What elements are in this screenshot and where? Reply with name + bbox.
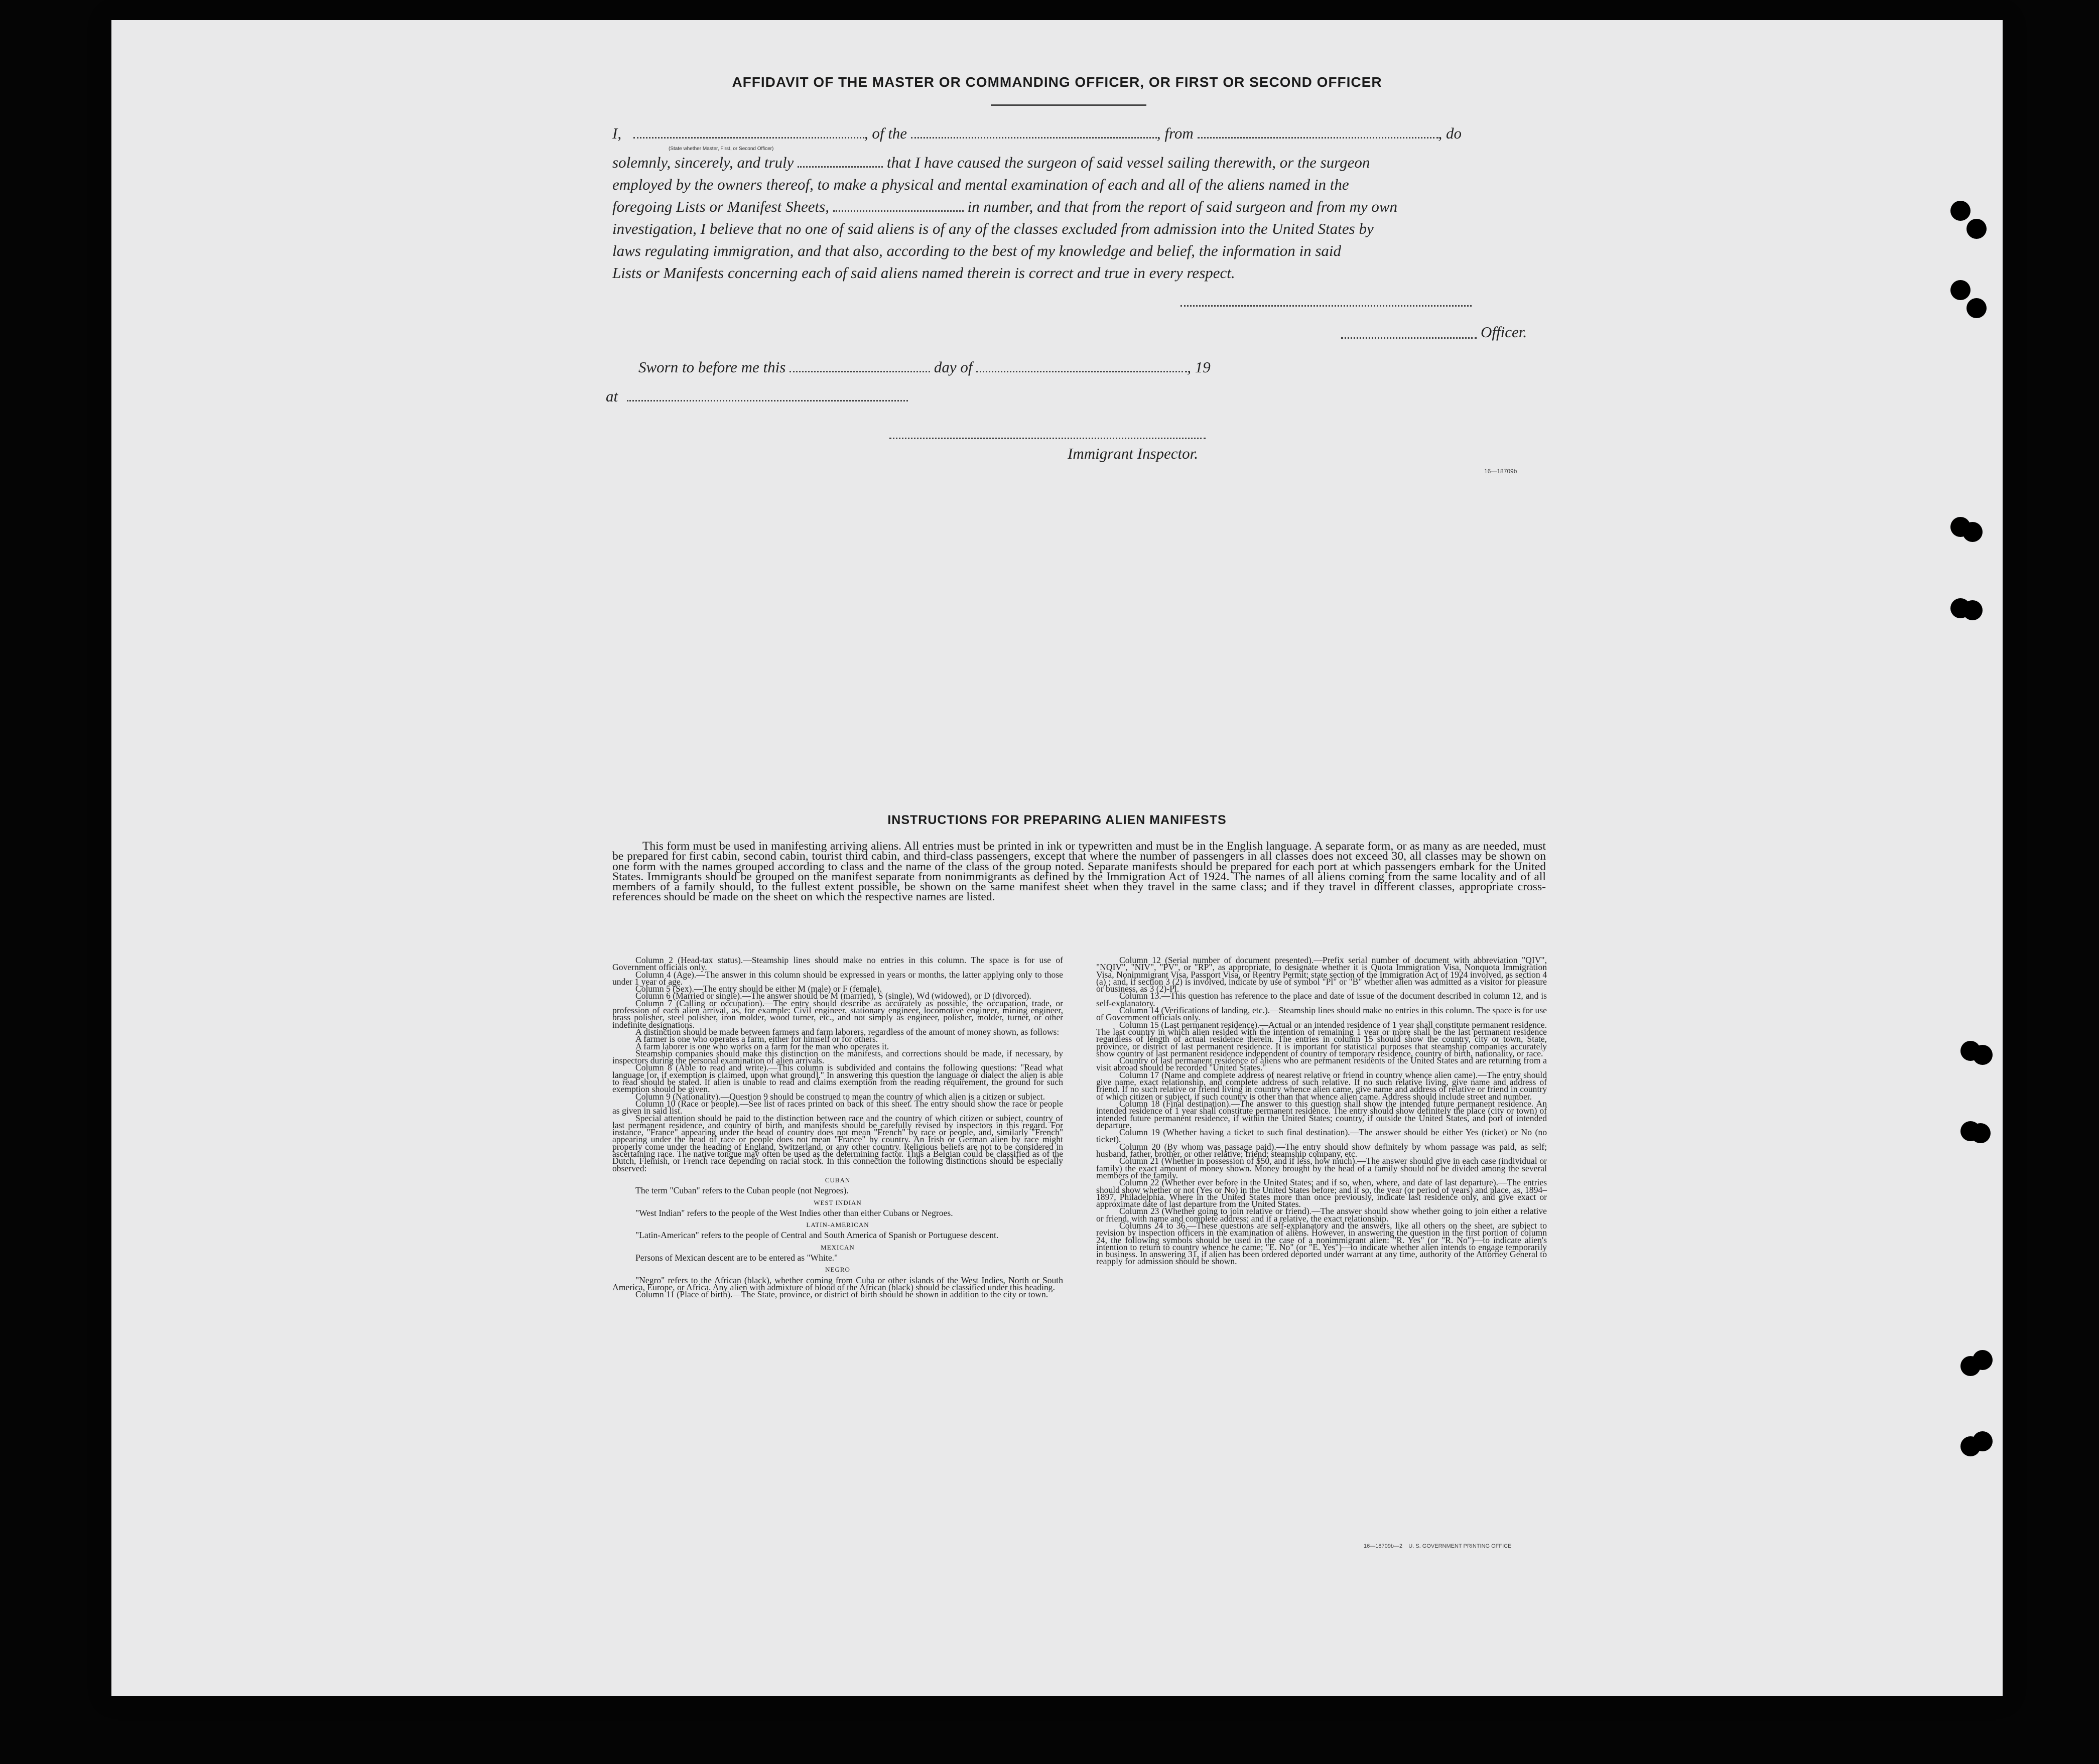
affidavit-line-2 — [612, 152, 1370, 173]
in-number-text: in number, and that from the report of said surgeon and from my own — [967, 198, 1398, 215]
inspector-label: Immigrant Inspector. — [1068, 445, 1199, 462]
definition-text: Persons of Mexican descent are to be entered as "White." — [635, 1252, 838, 1263]
at-line — [606, 385, 908, 407]
instructions-intro — [612, 841, 1546, 902]
sworn-month-field[interactable] — [976, 371, 1187, 372]
left-paragraph: Steamship companies should make this distinction on the manifests, and corrections should be made, if necessary, by inspectors during the personal examination of alien arrivals. — [612, 1048, 1063, 1066]
of-the-text: , of the — [864, 124, 907, 142]
right-paragraph: Country of last permanent residence of aliens who are permanent residents of the United States and are returning from a visit abroad should be recorded "United States." — [1096, 1055, 1547, 1073]
surgeon-text: that I have caused the surgeon of said vessel sailing therewith, or the surgeon — [886, 154, 1370, 171]
do-text: , do — [1438, 124, 1462, 142]
signature-field[interactable] — [1180, 305, 1472, 307]
definition-heading: CUBAN — [825, 1176, 851, 1184]
document-page — [111, 20, 2003, 1696]
binding-hole — [1950, 280, 1971, 300]
sworn-day-field[interactable] — [790, 371, 930, 372]
day-of-text: day of — [934, 358, 973, 376]
right-paragraph: Column 23 (Whether going to join relative or friend).—The answer should show whether going to join either a relative or friend, with name and complete address; and if a relative, the exact relationship. — [1096, 1206, 1547, 1224]
binding-hole — [1971, 1123, 1991, 1143]
left-paragraph: A farmer is one who operates a farm, either for himself or for others. — [635, 1034, 878, 1044]
right-paragraph: Column 15 (Last permanent residence).—Actual or an intended residence of 1 year shall constitute permanent residence. The last country in which alien resided with the intention of remaining 1 year or more shall be the last permanent residence regardless of length of actual residence therein. The entries in column 15 should show the country, city or town, State, province, or district of last permanent residence. It is important for statistical purposes that steamship companies accurately show country of last permanent residence independent of country of temporary residence, country of birth, nationality, or race. — [1096, 1019, 1547, 1058]
binding-hole — [1966, 219, 1987, 239]
definition-text: "Negro" refers to the African (black), whether coming from Cuba or other islands of the West Indies, North or South America, Europe, or Africa. Any alien with admixture of blood of the African (black) should be classified under this heading. — [612, 1275, 1063, 1292]
lists-text: foregoing Lists or Manifest Sheets, — [612, 198, 829, 215]
binding-hole — [1973, 1350, 1993, 1370]
from-text: , from — [1156, 124, 1194, 142]
left-paragraph: Column 10 (Race or people).—See list of races printed on back of this sheet. The entry should show the race or people as given in said list. — [612, 1098, 1063, 1116]
officer-signature-field[interactable] — [1341, 337, 1477, 339]
right-paragraph: Column 13.—This question has reference to the place and date of issue of the document described in column 12, and is self-explanatory. — [1096, 991, 1547, 1008]
right-paragraph: Column 21 (Whether in possession of $50, and if less, how much).—The answer should give in each case (individual or family) the exact amount of money shown. Money brought by the head of a family should not be divided among the several members of the family. — [1096, 1156, 1547, 1180]
left-paragraph: Column 9 (Nationality).—Question 9 should be construed to mean the country of which alien is a citizen or subject. — [635, 1091, 1045, 1102]
instructions-right-column — [1096, 957, 1547, 1265]
affidavit-line-1 — [612, 122, 1656, 145]
definition-heading: MEXICAN — [821, 1243, 855, 1251]
right-paragraph: Column 14 (Verifications of landing, etc.).—Steamship lines should make no entries in this column. The space is for use of Government officials only. — [1096, 1005, 1547, 1023]
sworn-text: Sworn to before me this — [638, 358, 786, 376]
binding-hole — [1973, 1431, 1993, 1451]
definition-text: "West Indian" refers to the people of the West Indies other than either Cubans or Negroes. — [635, 1207, 953, 1218]
year-text: , 19 — [1187, 358, 1211, 376]
left-paragraph: Column 5 (Sex).—The entry should be either M (male) or F (female). — [635, 984, 882, 994]
definition-heading: WEST INDIAN — [814, 1198, 862, 1206]
inspector-signature-field[interactable] — [889, 438, 1206, 439]
right-paragraph: Columns 24 to 36.—These questions are self-explanatory and the answers, like all others on the sheet, are subject to revision by inspection officers in the examination of aliens. However, in answering the question in the first portion of column 24, the following symbols should be used in the case of a nonimmigrant alien: "R. Yes" (or "R. No")—to indicate alien's intention to return to country whence he came; "E. No" (or "E. Yes")—to indicate whether alien intends to engage temporarily in business. In answering 31, if alien has been ordered deported under warrant at any time, authority of the Attorney General to reapply for admission should be shown. — [1096, 1220, 1547, 1267]
location-field[interactable] — [627, 400, 908, 401]
left-paragraph: Column 2 (Head-tax status).—Steamship lines should make no entries in this column. The space is for use of Government officials only. — [612, 955, 1063, 973]
right-paragraph: Column 18 (Final destination).—The answer to this question shall show the intended future permanent residence. An intended residence of 1 year shall constitute permanent residence. The entry should show definitely the place (city or town) of intended future permanent residence, if within the United States; country, if outside the United States, and port of intended departure. — [1096, 1098, 1547, 1130]
right-paragraph: Column 22 (Whether ever before in the United States; and if so, when, where, and date of last departure).—The entries should show whether or not (Yes or No) in the United States before; and if so, the year (or period of years) and place, as, 1894–1897, Philadelphia. Where in the United States more than once previously, indicate last residence only, and give exact or approximate date of last departure from the United States. — [1096, 1177, 1547, 1209]
left-paragraph: Special attention should be paid to the distinction between race and the country of which citizen or subject, country of last permanent residence, and country of birth, and manifests should be carefully revised by inspectors in this regard. For instance, "France" appearing under the head of country does not mean "French" by race or people, and, similarly "French" appearing under the head of race or people does not mean "France" by country. An Irish or German alien by race might properly come under the heading of England, Switzerland, or any other country. Religious beliefs are not to be considered in ascertaining race. The native tongue may often be used as the determining factor. Thus a Belgian could be classified as of the Dutch, Flemish, or French race depending on racial stock. In this connection the following distinctions should be especially observed: — [612, 1113, 1063, 1173]
affidavit-line-7: Lists or Manifests concerning each of said aliens named therein is correct and true in every respect. — [612, 264, 1235, 282]
printing-office-footer: 16—18709b—2 U. S. GOVERNMENT PRINTING OFFICE — [1364, 1543, 1512, 1549]
sworn-line — [638, 356, 1211, 378]
right-paragraph: Column 19 (Whether having a ticket to such final destination).—The answer should be either Yes (ticket) or No (no ticket). — [1096, 1127, 1547, 1145]
title-underline — [991, 104, 1146, 106]
affidavit-title: AFFIDAVIT OF THE MASTER OR COMMANDING OFFICER, OR FIRST OR SECOND OFFICER — [732, 74, 1382, 90]
definition-heading: LATIN-AMERICAN — [806, 1221, 869, 1229]
left-paragraph: Column 4 (Age).—The answer in this column should be expressed in years or months, the latter applying only to those under 1 year of age. — [612, 969, 1063, 987]
instructions-left-column — [612, 957, 1063, 1298]
affidavit-line-4 — [612, 196, 1397, 217]
solemnly-text: solemnly, sincerely, and truly — [612, 154, 794, 171]
affidavit-line-3: employed by the owners thereof, to make a physical and mental examination of each and all of the aliens named in the — [612, 176, 1349, 193]
definition-text: The term "Cuban" refers to the Cuban people (not Negroes). — [635, 1185, 849, 1196]
at-text: at — [606, 387, 618, 405]
definition-heading: NEGRO — [825, 1266, 850, 1274]
affidavit-line-6: laws regulating immigration, and that also, according to the best of my knowledge and belief, the information in said — [612, 242, 1342, 259]
officer-label: Officer. — [1481, 323, 1527, 341]
oath-manner-field[interactable] — [798, 166, 883, 168]
instructions-title: INSTRUCTIONS FOR PREPARING ALIEN MANIFESTS — [887, 813, 1227, 827]
binding-hole — [1962, 522, 1983, 542]
number-field[interactable] — [833, 210, 964, 212]
binding-hole — [1962, 600, 1983, 620]
affidavit-line-5: investigation, I believe that no one of said aliens is of any of the classes excluded from admission into the United States by — [612, 220, 1374, 237]
left-paragraph: Column 8 (Able to read and write).—This column is subdivided and contains the following questions: "Read what language [or, if exemption is claimed, upon what ground]." In answering this question the language or dialect the alien is able to read should be stated. If alien is unable to read and claims exemption from the reading requirement, the ground for such exemption should be given. — [612, 1062, 1063, 1095]
left-paragraph: A distinction should be made between farmers and farm laborers, regardless of the amount of money shown, as follows: — [635, 1026, 1060, 1037]
intro-paragraph: This form must be used in manifesting arriving aliens. All entries must be printed in ink or typewritten and must be in the English language. A separate form, or as many as are needed, must be prepared for first cabin, second cabin, tourist third cabin, and third-class passengers, except that where the number of passengers in all classes does not exceed 30, all classes may be shown on one form with the names grouped according to class and the name of the class of the group noted. Separate manifests should be prepared for each port at which passengers embark for the United States. Immigrants should be grouped on the manifest separate from nonimmigrants as defined by the Immigration Act of 1924. The names of all aliens coming from the same locality and of all members of a family should, to the fullest extent possible, be shown on the same manifest sheet when they travel in the same class; and if they travel in different classes, appropriate cross-references should be made on the sheet on which the respective names are listed. — [612, 840, 1546, 904]
right-paragraph: Column 17 (Name and complete address of nearest relative or friend in country whence alien came).—The entry should give name, exact relationship, and complete address of such relative. If no such relative living, give name and address of friend. If no such relative or friend living in country whence alien came, give name and address of relative or friend in country of which citizen or subject, if such country is other than that whence alien came. Address should include street and number. — [1096, 1069, 1547, 1102]
officer-rank-field[interactable] — [633, 137, 864, 139]
binding-hole — [1973, 1045, 1993, 1065]
left-paragraph: Column 6 (Married or single).—The answer should be M (married), S (single), Wd (widowed), or D (divorced). — [635, 991, 1031, 1001]
definition-text: "Latin-American" refers to the people of Central and South America of Spanish or Portuguese descent. — [635, 1230, 999, 1241]
port-field[interactable] — [1198, 137, 1438, 139]
form-number: 16—18709b — [1484, 468, 1517, 475]
right-paragraph: Column 20 (By whom was passage paid).—The entry should show definitely by whom passage was paid, as self; husband, father, brother, or other relative; friend; steamship company, etc. — [1096, 1141, 1547, 1159]
word-i: I, — [612, 124, 622, 142]
left-paragraph: Column 11 (Place of birth).—The State, province, or district of birth should be shown in addition to the city or town. — [635, 1289, 1048, 1300]
binding-hole — [1950, 201, 1971, 221]
state-note: (State whether Master, First, or Second Officer) — [669, 146, 774, 152]
binding-hole — [1966, 298, 1987, 318]
vessel-name-field[interactable] — [911, 137, 1157, 139]
right-paragraph: Column 12 (Serial number of document presented).—Prefix serial number of document with abbreviation "QIV", "NQIV", "NIV", "PV", or "RP", as appropriate, to designate whether it is Quota Immigration Visa, Nonquota Immigration Visa, Nonimmigrant Visa, Passport Visa, or Reentry Permit; state section of the Immigration Act of 1924 involved, as section 4 (a) ; and, if section 3 (2) is involved, indicate by use of symbol "Pl" or "B" whether alien was admitted as a visitor for pleasure or business, as 3 (2)-Pl. — [1096, 955, 1547, 994]
left-paragraph: A farm laborer is one who works on a farm for the man who operates it. — [635, 1041, 889, 1051]
left-paragraph: Column 7 (Calling or occupation).—The entry should describe as accurately as possible, the occupation, trade, or profession of each alien arrival, as, for example: Civil engineer, stationary engineer, locomotive engineer, mining engineer, brass polisher, steel polisher, iron molder, wood turner, etc., and not simply as engineer, polisher, molder, turner, or other indefinite designations. — [612, 998, 1063, 1030]
